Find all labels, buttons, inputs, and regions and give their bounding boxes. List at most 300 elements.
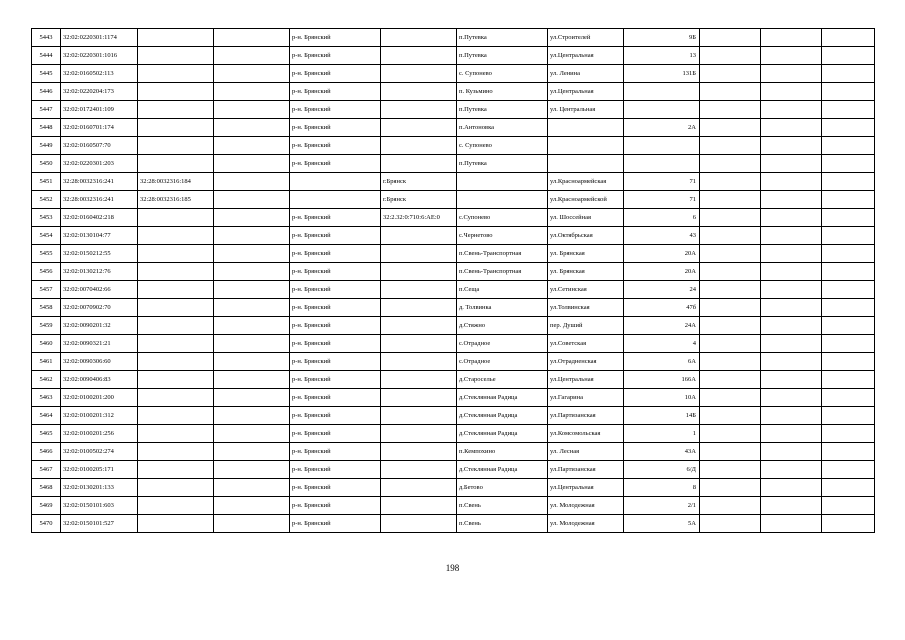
cell-row-number: 5462 (32, 371, 61, 389)
cell-street: 43 (624, 227, 700, 245)
cell-row-number: 5466 (32, 443, 61, 461)
cell-row-number: 5468 (32, 479, 61, 497)
cell-settlement: ул.Гагарина (548, 389, 624, 407)
cell-settlement: ул.Октябрьская (548, 227, 624, 245)
cell-extra-1 (761, 371, 822, 389)
cell-settlement-code: п.Сеща (457, 281, 548, 299)
cell-settlement: ул.Красноармейская (548, 173, 624, 191)
cell-district: р-н. Брянский (290, 47, 381, 65)
cell-extra-1 (761, 209, 822, 227)
cell-city (381, 299, 457, 317)
table-row (32, 119, 875, 137)
cell-settlement: пер. Душий (548, 317, 624, 335)
cell-row-number: 5463 (32, 389, 61, 407)
cell-extra-2 (822, 83, 875, 101)
cell-extra-2 (822, 407, 875, 425)
cell-city (381, 137, 457, 155)
cell-city (381, 425, 457, 443)
cell-street: 14Б (624, 407, 700, 425)
cell-settlement: ул. Брянская (548, 263, 624, 281)
cell-extra-1 (761, 353, 822, 371)
cell-house-number (700, 209, 761, 227)
cell-prior-cadastral-number (138, 389, 214, 407)
cell-cadastral-number: 32:02:0220301:1174 (61, 29, 138, 47)
cell-row-number: 5444 (32, 47, 61, 65)
page-number: 198 (445, 563, 460, 573)
cell-extra-2 (822, 335, 875, 353)
cell-district: р-н. Брянский (290, 335, 381, 353)
register-table (31, 28, 875, 533)
cell-district: р-н. Брянский (290, 353, 381, 371)
cell-district (290, 173, 381, 191)
cell-extra-1 (761, 29, 822, 47)
cell-empty-column (214, 515, 290, 533)
cell-house-number (700, 47, 761, 65)
table-row (32, 227, 875, 245)
cell-house-number (700, 227, 761, 245)
cell-extra-2 (822, 353, 875, 371)
cell-extra-2 (822, 173, 875, 191)
cell-empty-column (214, 497, 290, 515)
cell-city (381, 335, 457, 353)
cell-house-number (700, 263, 761, 281)
cell-cadastral-number: 32:28:0032316:241 (61, 173, 138, 191)
cell-empty-column (214, 461, 290, 479)
cell-house-number (700, 515, 761, 533)
cell-house-number (700, 353, 761, 371)
cell-row-number: 5447 (32, 101, 61, 119)
cell-prior-cadastral-number (138, 515, 214, 533)
cell-district: р-н. Брянский (290, 137, 381, 155)
cell-settlement-code: д.Староселье (457, 371, 548, 389)
cell-prior-cadastral-number (138, 47, 214, 65)
cell-settlement-code: д.Стеклянная Радица (457, 425, 548, 443)
cell-extra-2 (822, 155, 875, 173)
cell-district: р-н. Брянский (290, 317, 381, 335)
cell-street (624, 83, 700, 101)
cell-prior-cadastral-number (138, 245, 214, 263)
table-row (32, 461, 875, 479)
cell-row-number: 5467 (32, 461, 61, 479)
cell-extra-2 (822, 497, 875, 515)
cell-street: 8 (624, 479, 700, 497)
cell-house-number (700, 407, 761, 425)
cell-settlement: ул. Центральная (548, 101, 624, 119)
cell-settlement-code: д.Стеклянная Радица (457, 461, 548, 479)
cell-district: р-н. Брянский (290, 209, 381, 227)
cell-extra-2 (822, 371, 875, 389)
cell-cadastral-number: 32:02:0172401:109 (61, 101, 138, 119)
table-row (32, 173, 875, 191)
table-row (32, 209, 875, 227)
cell-street: 9Б (624, 29, 700, 47)
cell-street: 71 (624, 191, 700, 209)
cell-cadastral-number: 32:02:0220301:203 (61, 155, 138, 173)
cell-settlement: ул.Сетинская (548, 281, 624, 299)
cell-settlement: ул. Молодежная (548, 515, 624, 533)
cell-settlement-code: п. Кузьмино (457, 83, 548, 101)
cell-prior-cadastral-number (138, 479, 214, 497)
cell-street: 6А (624, 353, 700, 371)
cell-city: 32:2.32:0:710:6:АЕ:0 (381, 209, 457, 227)
cell-prior-cadastral-number (138, 101, 214, 119)
cell-extra-1 (761, 299, 822, 317)
cell-city (381, 47, 457, 65)
cell-street: 1 (624, 425, 700, 443)
cell-settlement-code: с.Чернетово (457, 227, 548, 245)
cell-district: р-н. Брянский (290, 407, 381, 425)
cell-extra-1 (761, 389, 822, 407)
cell-empty-column (214, 353, 290, 371)
cell-house-number (700, 461, 761, 479)
cell-extra-2 (822, 101, 875, 119)
cell-extra-2 (822, 425, 875, 443)
cell-city (381, 119, 457, 137)
cell-settlement: ул.Толвинская (548, 299, 624, 317)
cell-settlement: ул.Красноармейской (548, 191, 624, 209)
table-row (32, 443, 875, 461)
cell-settlement-code: с.Отрадное (457, 353, 548, 371)
table-row (32, 47, 875, 65)
cell-settlement-code: д.Стеклянная Радица (457, 389, 548, 407)
cell-settlement-code: д.Стеклянная Радица (457, 407, 548, 425)
cell-settlement: ул.Центральная (548, 47, 624, 65)
cell-settlement: ул.Комсомольская (548, 425, 624, 443)
cell-city (381, 515, 457, 533)
cell-settlement-code: п.Путевка (457, 29, 548, 47)
cell-district: р-н. Брянский (290, 389, 381, 407)
cell-prior-cadastral-number (138, 461, 214, 479)
cell-house-number (700, 371, 761, 389)
cell-extra-1 (761, 119, 822, 137)
cell-house-number (700, 173, 761, 191)
table-row (32, 137, 875, 155)
cell-house-number (700, 191, 761, 209)
cell-empty-column (214, 335, 290, 353)
cell-city (381, 245, 457, 263)
cell-district: р-н. Брянский (290, 515, 381, 533)
cell-prior-cadastral-number (138, 497, 214, 515)
cell-cadastral-number: 32:02:0100201:256 (61, 425, 138, 443)
cell-cadastral-number: 32:28:0032316:241 (61, 191, 138, 209)
cell-cadastral-number: 32:02:0090406:83 (61, 371, 138, 389)
cell-extra-2 (822, 479, 875, 497)
cell-empty-column (214, 389, 290, 407)
cell-settlement-code: с. Супонево (457, 137, 548, 155)
table-row (32, 299, 875, 317)
cell-settlement: ул. Молодежная (548, 497, 624, 515)
cell-empty-column (214, 371, 290, 389)
cell-district: р-н. Брянский (290, 497, 381, 515)
cell-settlement: ул.Строителей (548, 29, 624, 47)
cell-prior-cadastral-number (138, 119, 214, 137)
cell-settlement-code: д.Стяжно (457, 317, 548, 335)
cell-street: 24А (624, 317, 700, 335)
cell-street: 20А (624, 245, 700, 263)
cell-extra-1 (761, 155, 822, 173)
cell-row-number: 5448 (32, 119, 61, 137)
cell-row-number: 5464 (32, 407, 61, 425)
cell-street: 2/1 (624, 497, 700, 515)
cell-extra-1 (761, 101, 822, 119)
cell-row-number: 5460 (32, 335, 61, 353)
cell-street (624, 155, 700, 173)
cell-street: 131Б (624, 65, 700, 83)
cell-extra-1 (761, 245, 822, 263)
cell-prior-cadastral-number (138, 155, 214, 173)
cell-house-number (700, 281, 761, 299)
cell-settlement: ул.Центральная (548, 371, 624, 389)
cell-empty-column (214, 65, 290, 83)
cell-street: 166А (624, 371, 700, 389)
cell-settlement (548, 137, 624, 155)
table-row (32, 155, 875, 173)
table-row (32, 281, 875, 299)
cell-house-number (700, 479, 761, 497)
cell-district: р-н. Брянский (290, 245, 381, 263)
cell-district: р-н. Брянский (290, 65, 381, 83)
cell-city (381, 371, 457, 389)
cell-prior-cadastral-number (138, 443, 214, 461)
table-row (32, 425, 875, 443)
cell-settlement-code: п.Путевка (457, 47, 548, 65)
cell-district: р-н. Брянский (290, 29, 381, 47)
cell-extra-1 (761, 83, 822, 101)
cell-extra-1 (761, 317, 822, 335)
cell-settlement: ул. Лесная (548, 443, 624, 461)
cell-city: г.Брянск (381, 191, 457, 209)
cell-empty-column (214, 29, 290, 47)
cell-city (381, 443, 457, 461)
cell-row-number: 5461 (32, 353, 61, 371)
cell-city (381, 263, 457, 281)
cell-row-number: 5443 (32, 29, 61, 47)
table-row (32, 497, 875, 515)
cell-district: р-н. Брянский (290, 281, 381, 299)
table-row (32, 29, 875, 47)
cell-extra-1 (761, 407, 822, 425)
table-row (32, 83, 875, 101)
cell-prior-cadastral-number (138, 299, 214, 317)
cell-street: 10А (624, 389, 700, 407)
table-row (32, 515, 875, 533)
cell-extra-2 (822, 227, 875, 245)
cell-district: р-н. Брянский (290, 263, 381, 281)
cell-settlement: ул. Брянская (548, 245, 624, 263)
cell-district: р-н. Брянский (290, 155, 381, 173)
cell-street (624, 137, 700, 155)
cell-district (290, 191, 381, 209)
cell-row-number: 5454 (32, 227, 61, 245)
cell-prior-cadastral-number (138, 263, 214, 281)
cell-city: г.Брянск (381, 173, 457, 191)
cell-district: р-н. Брянский (290, 119, 381, 137)
cell-row-number: 5457 (32, 281, 61, 299)
cell-row-number: 5453 (32, 209, 61, 227)
cell-house-number (700, 245, 761, 263)
cell-empty-column (214, 119, 290, 137)
cell-row-number: 5452 (32, 191, 61, 209)
cell-city (381, 227, 457, 245)
cell-street: 13 (624, 47, 700, 65)
cell-extra-2 (822, 281, 875, 299)
cell-extra-1 (761, 137, 822, 155)
cell-prior-cadastral-number: 32:28:0032316:184 (138, 173, 214, 191)
cell-street: 47б (624, 299, 700, 317)
cell-empty-column (214, 479, 290, 497)
cell-settlement-code: п.Свень (457, 515, 548, 533)
cell-street: 6 (624, 209, 700, 227)
cell-house-number (700, 29, 761, 47)
cell-district: р-н. Брянский (290, 425, 381, 443)
cell-settlement-code: с. Супонево (457, 65, 548, 83)
cell-city (381, 281, 457, 299)
cell-extra-2 (822, 461, 875, 479)
cell-house-number (700, 317, 761, 335)
cell-extra-1 (761, 173, 822, 191)
table-row (32, 335, 875, 353)
cell-cadastral-number: 32:02:0100201:200 (61, 389, 138, 407)
table-row (32, 479, 875, 497)
cell-prior-cadastral-number (138, 65, 214, 83)
cell-extra-1 (761, 335, 822, 353)
cell-cadastral-number: 32:02:0100201:312 (61, 407, 138, 425)
cell-cadastral-number: 32:02:0150101:603 (61, 497, 138, 515)
cell-empty-column (214, 47, 290, 65)
cell-settlement-code (457, 191, 548, 209)
cell-street: 43А (624, 443, 700, 461)
cell-city (381, 155, 457, 173)
cell-row-number: 5445 (32, 65, 61, 83)
cell-prior-cadastral-number (138, 29, 214, 47)
cell-city (381, 389, 457, 407)
cell-cadastral-number: 32:02:0090321:21 (61, 335, 138, 353)
cell-cadastral-number: 32:02:0150212:55 (61, 245, 138, 263)
cell-prior-cadastral-number (138, 353, 214, 371)
cell-district: р-н. Брянский (290, 443, 381, 461)
cell-row-number: 5446 (32, 83, 61, 101)
cell-empty-column (214, 137, 290, 155)
cell-settlement: ул.Центральная (548, 479, 624, 497)
cell-prior-cadastral-number: 32:28:0032316:185 (138, 191, 214, 209)
cell-district: р-н. Брянский (290, 479, 381, 497)
cell-empty-column (214, 443, 290, 461)
cell-row-number: 5470 (32, 515, 61, 533)
cell-city (381, 29, 457, 47)
cell-settlement: ул.Партизанская (548, 407, 624, 425)
cell-street: 2А (624, 119, 700, 137)
cell-district: р-н. Брянский (290, 461, 381, 479)
cell-empty-column (214, 263, 290, 281)
table-row (32, 191, 875, 209)
cell-row-number: 5459 (32, 317, 61, 335)
cell-row-number: 5465 (32, 425, 61, 443)
cell-city (381, 83, 457, 101)
cell-empty-column (214, 299, 290, 317)
cell-settlement-code: с.Супонево (457, 209, 548, 227)
cell-settlement: ул.Партизанская (548, 461, 624, 479)
cell-row-number: 5450 (32, 155, 61, 173)
cell-cadastral-number: 32:02:0130201:133 (61, 479, 138, 497)
cell-cadastral-number: 32:02:0220301:1016 (61, 47, 138, 65)
cell-cadastral-number: 32:02:0160402:218 (61, 209, 138, 227)
cell-empty-column (214, 191, 290, 209)
cell-extra-1 (761, 425, 822, 443)
cell-empty-column (214, 281, 290, 299)
cell-settlement-code: д.Бетово (457, 479, 548, 497)
cell-extra-1 (761, 515, 822, 533)
cell-prior-cadastral-number (138, 425, 214, 443)
cell-house-number (700, 83, 761, 101)
table-row (32, 245, 875, 263)
cell-prior-cadastral-number (138, 227, 214, 245)
cell-extra-2 (822, 119, 875, 137)
cell-extra-1 (761, 191, 822, 209)
cell-extra-1 (761, 281, 822, 299)
register-table-body (32, 29, 875, 533)
cell-empty-column (214, 155, 290, 173)
cell-district: р-н. Брянский (290, 227, 381, 245)
cell-settlement: ул. Ленина (548, 65, 624, 83)
cell-street: 71 (624, 173, 700, 191)
cell-house-number (700, 299, 761, 317)
cell-city (381, 479, 457, 497)
cell-house-number (700, 155, 761, 173)
cell-extra-2 (822, 299, 875, 317)
cell-extra-1 (761, 227, 822, 245)
cell-street: 6/Д (624, 461, 700, 479)
cell-prior-cadastral-number (138, 407, 214, 425)
cell-row-number: 5451 (32, 173, 61, 191)
cell-row-number: 5449 (32, 137, 61, 155)
cell-settlement-code: п.Свень (457, 497, 548, 515)
cell-cadastral-number: 32:02:0100205:171 (61, 461, 138, 479)
cell-extra-1 (761, 263, 822, 281)
cell-cadastral-number: 32:02:0090306:60 (61, 353, 138, 371)
cell-district: р-н. Брянский (290, 101, 381, 119)
cell-empty-column (214, 407, 290, 425)
cell-settlement: ул. Шоссейная (548, 209, 624, 227)
cell-house-number (700, 335, 761, 353)
cell-prior-cadastral-number (138, 371, 214, 389)
cell-settlement: ул.Советская (548, 335, 624, 353)
cell-house-number (700, 425, 761, 443)
cell-cadastral-number: 32:02:0070402:66 (61, 281, 138, 299)
cell-house-number (700, 65, 761, 83)
cell-empty-column (214, 425, 290, 443)
cell-empty-column (214, 209, 290, 227)
cell-extra-2 (822, 209, 875, 227)
cell-row-number: 5469 (32, 497, 61, 515)
cell-district: р-н. Брянский (290, 299, 381, 317)
cell-city (381, 461, 457, 479)
table-row (32, 353, 875, 371)
cell-cadastral-number: 32:02:0150101:527 (61, 515, 138, 533)
cell-settlement-code: п.Путевка (457, 101, 548, 119)
cell-street: 24 (624, 281, 700, 299)
table-row (32, 65, 875, 83)
cell-street: 20А (624, 263, 700, 281)
cell-prior-cadastral-number (138, 335, 214, 353)
cell-empty-column (214, 245, 290, 263)
cell-settlement-code (457, 173, 548, 191)
cell-settlement-code: с.Отрадное (457, 335, 548, 353)
cell-cadastral-number: 32:02:0220204:173 (61, 83, 138, 101)
cell-extra-2 (822, 245, 875, 263)
table-row (32, 101, 875, 119)
cell-cadastral-number: 32:02:0090201:32 (61, 317, 138, 335)
cell-settlement-code: п.Кемпохино (457, 443, 548, 461)
